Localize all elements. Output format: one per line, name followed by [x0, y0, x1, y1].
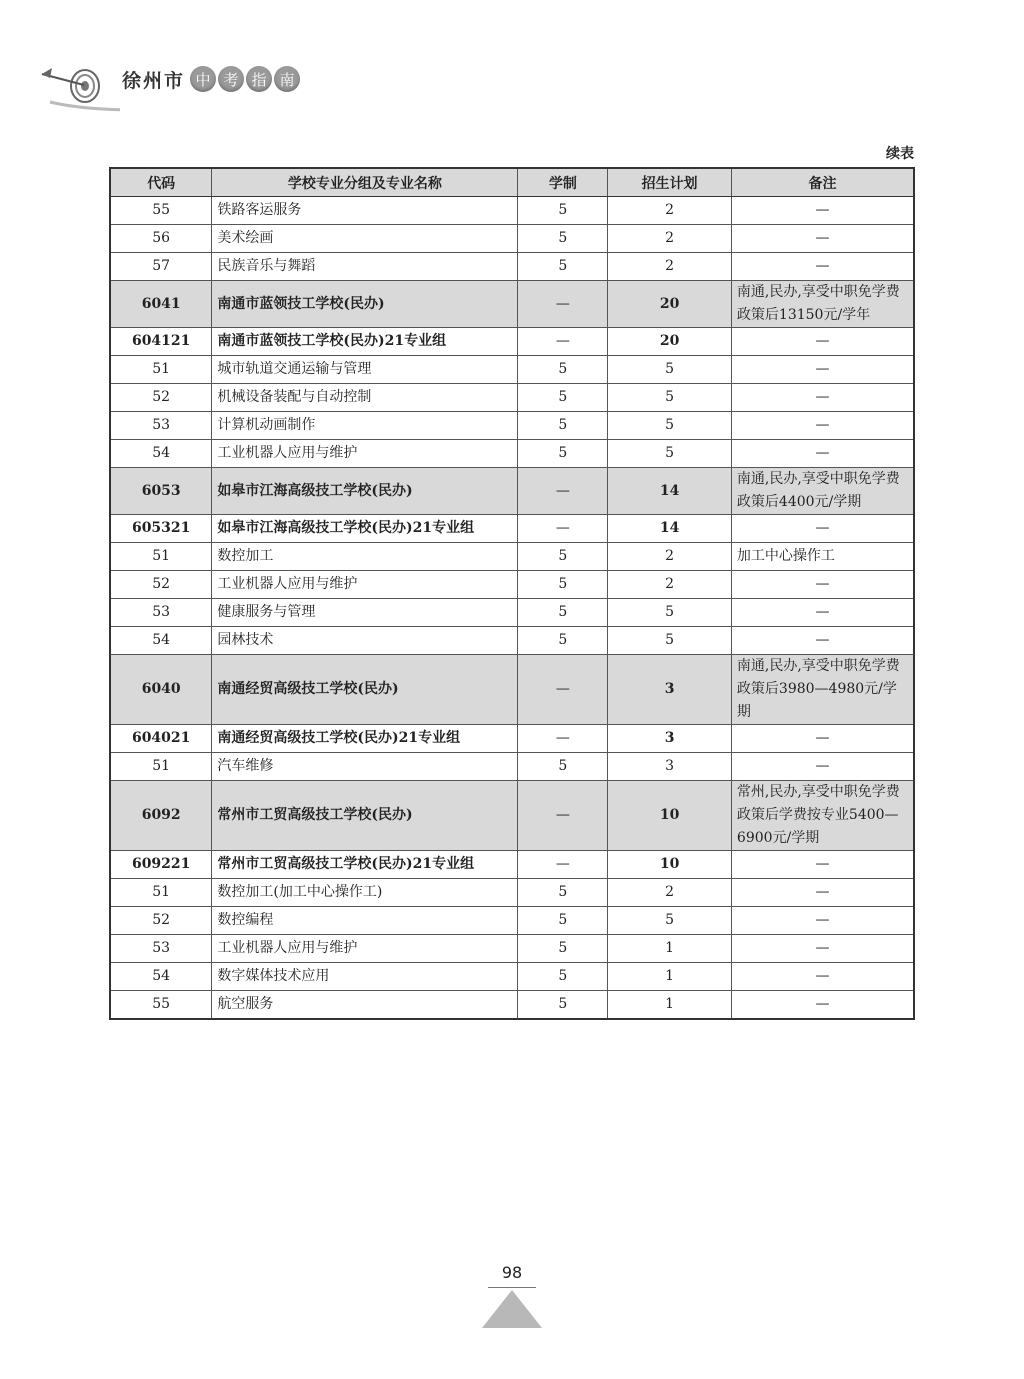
- cell-note: —: [731, 879, 914, 907]
- cell-name: 园林技术: [212, 627, 518, 655]
- cell-code: 51: [110, 356, 212, 384]
- column-header-plan: 招生计划: [608, 168, 732, 197]
- cell-years: —: [518, 468, 608, 515]
- cell-years: —: [518, 281, 608, 328]
- school-row: [110, 655, 914, 725]
- cell-plan: 2: [608, 543, 732, 571]
- cell-code: 6040: [110, 655, 212, 725]
- cell-code: 6041: [110, 281, 212, 328]
- cell-name: 数控加工(加工中心操作工): [212, 879, 518, 907]
- cell-name: 如皋市江海高级技工学校(民办)21专业组: [212, 515, 518, 543]
- cell-plan: 10: [608, 781, 732, 851]
- table-body: [110, 197, 914, 1020]
- cell-note: —: [731, 356, 914, 384]
- cell-code: 56: [110, 225, 212, 253]
- cell-plan: 5: [608, 627, 732, 655]
- cell-plan: 20: [608, 328, 732, 356]
- cell-note: —: [731, 412, 914, 440]
- cell-name: 工业机器人应用与维护: [212, 440, 518, 468]
- school-row: [110, 781, 914, 851]
- cell-note: 南通,民办,享受中职免学费政策后13150元/学年: [731, 281, 914, 328]
- cell-note: —: [731, 991, 914, 1020]
- column-header-code: 代码: [110, 168, 212, 197]
- cell-years: 5: [518, 225, 608, 253]
- cell-note: —: [731, 907, 914, 935]
- cell-years: 5: [518, 627, 608, 655]
- header-city: 徐州市: [122, 70, 186, 92]
- cell-plan: 3: [608, 753, 732, 781]
- cell-code: 6092: [110, 781, 212, 851]
- page-number: 98: [501, 1263, 523, 1282]
- cell-code: 54: [110, 440, 212, 468]
- cell-code: 53: [110, 412, 212, 440]
- cell-years: 5: [518, 543, 608, 571]
- cell-years: 5: [518, 991, 608, 1020]
- cell-plan: 14: [608, 468, 732, 515]
- cell-note: 南通,民办,享受中职免学费政策后3980—4980元/学期: [731, 655, 914, 725]
- cell-name: 城市轨道交通运输与管理: [212, 356, 518, 384]
- cell-years: 5: [518, 963, 608, 991]
- cell-code: 55: [110, 991, 212, 1020]
- group-row: [110, 328, 914, 356]
- cell-years: —: [518, 781, 608, 851]
- cell-name: 南通经贸高级技工学校(民办)21专业组: [212, 725, 518, 753]
- table-row: [110, 627, 914, 655]
- cell-plan: 10: [608, 851, 732, 879]
- column-header-years: 学制: [518, 168, 608, 197]
- cell-name: 常州市工贸高级技工学校(民办): [212, 781, 518, 851]
- cell-plan: 5: [608, 412, 732, 440]
- cell-code: 55: [110, 197, 212, 225]
- group-row: [110, 725, 914, 753]
- cell-name: 南通经贸高级技工学校(民办): [212, 655, 518, 725]
- enrollment-table: [109, 167, 915, 1020]
- cell-plan: 5: [608, 440, 732, 468]
- cell-name: 数控编程: [212, 907, 518, 935]
- table-row: [110, 440, 914, 468]
- cell-name: 美术绘画: [212, 225, 518, 253]
- cell-years: 5: [518, 412, 608, 440]
- cell-note: —: [731, 384, 914, 412]
- cell-note: 南通,民办,享受中职免学费政策后4400元/学期: [731, 468, 914, 515]
- column-header-name: 学校专业分组及专业名称: [212, 168, 518, 197]
- cell-years: 5: [518, 879, 608, 907]
- table-row: [110, 935, 914, 963]
- table-row: [110, 991, 914, 1020]
- cell-plan: 3: [608, 655, 732, 725]
- cell-name: 如皋市江海高级技工学校(民办): [212, 468, 518, 515]
- cell-name: 工业机器人应用与维护: [212, 571, 518, 599]
- cell-name: 汽车维修: [212, 753, 518, 781]
- header-guide-badges: [190, 66, 300, 92]
- cell-name: 数字媒体技术应用: [212, 963, 518, 991]
- group-row: [110, 851, 914, 879]
- cell-years: 5: [518, 197, 608, 225]
- cell-code: 52: [110, 907, 212, 935]
- cell-years: —: [518, 851, 608, 879]
- cell-plan: 2: [608, 571, 732, 599]
- cell-plan: 5: [608, 384, 732, 412]
- table-row: [110, 907, 914, 935]
- cell-plan: 1: [608, 963, 732, 991]
- cell-name: 数控加工: [212, 543, 518, 571]
- table-row: [110, 543, 914, 571]
- continued-label: 续表: [886, 146, 914, 162]
- cell-code: 52: [110, 384, 212, 412]
- cell-years: 5: [518, 599, 608, 627]
- table-row: [110, 753, 914, 781]
- cell-years: —: [518, 655, 608, 725]
- cell-name: 工业机器人应用与维护: [212, 935, 518, 963]
- table-row: [110, 879, 914, 907]
- cell-years: —: [518, 725, 608, 753]
- cell-note: —: [731, 753, 914, 781]
- table-row: [110, 225, 914, 253]
- school-row: [110, 468, 914, 515]
- cell-note: —: [731, 599, 914, 627]
- table-row: [110, 253, 914, 281]
- cell-code: 51: [110, 753, 212, 781]
- cell-name: 铁路客运服务: [212, 197, 518, 225]
- cell-years: 5: [518, 356, 608, 384]
- cell-note: —: [731, 851, 914, 879]
- cell-plan: 2: [608, 253, 732, 281]
- cell-plan: 14: [608, 515, 732, 543]
- cell-code: 609221: [110, 851, 212, 879]
- cell-code: 604121: [110, 328, 212, 356]
- cell-years: 5: [518, 907, 608, 935]
- cell-note: —: [731, 328, 914, 356]
- cell-plan: 3: [608, 725, 732, 753]
- cell-name: 南通市蓝领技工学校(民办): [212, 281, 518, 328]
- guide-badge: 考: [218, 66, 244, 92]
- cell-plan: 1: [608, 991, 732, 1020]
- target-arrow-icon: [40, 52, 120, 122]
- cell-note: —: [731, 935, 914, 963]
- cell-plan: 5: [608, 907, 732, 935]
- table-row: [110, 571, 914, 599]
- cell-code: 53: [110, 935, 212, 963]
- cell-note: —: [731, 515, 914, 543]
- cell-note: —: [731, 627, 914, 655]
- cell-name: 常州市工贸高级技工学校(民办)21专业组: [212, 851, 518, 879]
- cell-name: 航空服务: [212, 991, 518, 1020]
- cell-plan: 5: [608, 599, 732, 627]
- cell-code: 6053: [110, 468, 212, 515]
- page-divider: [488, 1287, 536, 1288]
- guide-badge: 南: [274, 66, 300, 92]
- table-row: [110, 356, 914, 384]
- cell-note: —: [731, 197, 914, 225]
- cell-note: —: [731, 725, 914, 753]
- cell-name: 健康服务与管理: [212, 599, 518, 627]
- table-row: [110, 599, 914, 627]
- table-row: [110, 384, 914, 412]
- cell-code: 604021: [110, 725, 212, 753]
- cell-code: 54: [110, 963, 212, 991]
- cell-code: 52: [110, 571, 212, 599]
- table-row: [110, 963, 914, 991]
- cell-code: 54: [110, 627, 212, 655]
- table-row: [110, 197, 914, 225]
- cell-note: —: [731, 253, 914, 281]
- cell-years: 5: [518, 440, 608, 468]
- table-header-row: [110, 168, 914, 197]
- cell-plan: 2: [608, 225, 732, 253]
- cell-name: 民族音乐与舞蹈: [212, 253, 518, 281]
- cell-years: 5: [518, 384, 608, 412]
- cell-code: 605321: [110, 515, 212, 543]
- cell-code: 53: [110, 599, 212, 627]
- group-row: [110, 515, 914, 543]
- cell-name: 机械设备装配与自动控制: [212, 384, 518, 412]
- cell-name: 计算机动画制作: [212, 412, 518, 440]
- cell-plan: 1: [608, 935, 732, 963]
- cell-note: —: [731, 225, 914, 253]
- guide-badge: 中: [190, 66, 216, 92]
- table-row: [110, 412, 914, 440]
- cell-plan: 2: [608, 879, 732, 907]
- cell-years: —: [518, 515, 608, 543]
- school-row: [110, 281, 914, 328]
- page-triangle-icon: [482, 1290, 542, 1328]
- cell-code: 51: [110, 543, 212, 571]
- cell-note: —: [731, 571, 914, 599]
- header-logo: [40, 52, 320, 122]
- cell-plan: 2: [608, 197, 732, 225]
- cell-years: 5: [518, 753, 608, 781]
- cell-plan: 5: [608, 356, 732, 384]
- cell-name: 南通市蓝领技工学校(民办)21专业组: [212, 328, 518, 356]
- cell-code: 51: [110, 879, 212, 907]
- cell-note: 常州,民办,享受中职免学费政策后学费按专业5400—6900元/学期: [731, 781, 914, 851]
- cell-note: —: [731, 963, 914, 991]
- cell-plan: 20: [608, 281, 732, 328]
- column-header-note: 备注: [731, 168, 914, 197]
- cell-years: —: [518, 328, 608, 356]
- guide-badge: 指: [246, 66, 272, 92]
- cell-note: —: [731, 440, 914, 468]
- cell-years: 5: [518, 935, 608, 963]
- cell-years: 5: [518, 253, 608, 281]
- cell-note: 加工中心操作工: [731, 543, 914, 571]
- cell-code: 57: [110, 253, 212, 281]
- cell-years: 5: [518, 571, 608, 599]
